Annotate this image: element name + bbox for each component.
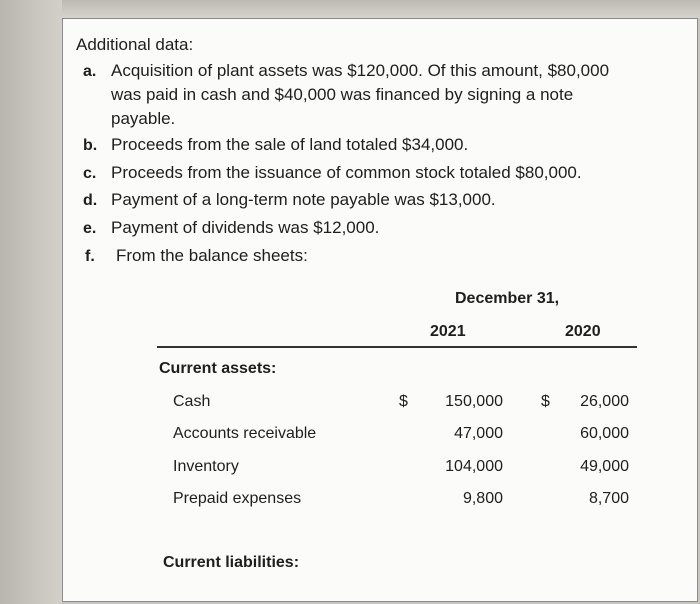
current-assets-heading: Current assets:: [159, 360, 277, 377]
value-2020: 49,000: [580, 458, 629, 475]
table-row-label: Prepaid expenses: [173, 490, 302, 507]
list-item-e: [76, 216, 676, 242]
item-text-line: Payment of dividends was $12,000.: [111, 218, 380, 237]
item-letter: b.: [83, 137, 98, 154]
value-2021: 47,000: [454, 425, 503, 442]
column-header-2020: 2020: [565, 323, 601, 340]
item-text-line: Payment of a long-term note payable was $13,000.: [111, 190, 496, 209]
list-item-c: [76, 161, 676, 187]
item-text-line: was paid in cash and $40,000 was financed by signing a note: [111, 85, 574, 104]
table-row-label: Accounts receivable: [173, 425, 317, 442]
value-2021: 150,000: [445, 393, 503, 410]
value-2020: 60,000: [580, 425, 629, 442]
item-text-line: Acquisition of plant assets was $120,000. Of this amount, $80,000: [111, 61, 610, 80]
value-2021: 9,800: [462, 490, 503, 507]
section-heading: Additional data:: [76, 35, 194, 54]
item-letter: d.: [83, 192, 98, 209]
dollar-sign: $: [399, 393, 408, 410]
value-2020: 26,000: [580, 393, 629, 410]
column-header-2021: 2021: [430, 323, 466, 340]
table-row-label: Cash: [173, 393, 211, 410]
item-text-line: Proceeds from the issuance of common stock totaled $80,000.: [111, 163, 582, 182]
table-row-label: Inventory: [173, 458, 239, 475]
value-2021: 104,000: [445, 458, 503, 475]
item-letter: f.: [85, 248, 95, 265]
item-letter: a.: [83, 63, 97, 80]
value-2020: 8,700: [588, 490, 629, 507]
item-letter: e.: [83, 220, 97, 237]
photo-background-left: [0, 0, 62, 604]
list-item-b: [76, 133, 676, 159]
list-item-d: [76, 188, 676, 214]
item-letter: c.: [83, 165, 97, 182]
list-item-f: [76, 244, 676, 270]
table-header-december: December 31,: [455, 290, 560, 307]
list-item-a: [76, 59, 676, 135]
item-text-line: Proceeds from the sale of land totaled $34,000.: [111, 135, 469, 154]
photo-background-top: [0, 0, 700, 18]
item-text-line: payable.: [111, 109, 176, 128]
dollar-sign: $: [541, 393, 550, 410]
current-liabilities-heading: Current liabilities:: [163, 554, 300, 571]
document-page: [62, 18, 698, 602]
header-rule: [157, 346, 637, 348]
item-text-line: From the balance sheets:: [116, 246, 308, 265]
